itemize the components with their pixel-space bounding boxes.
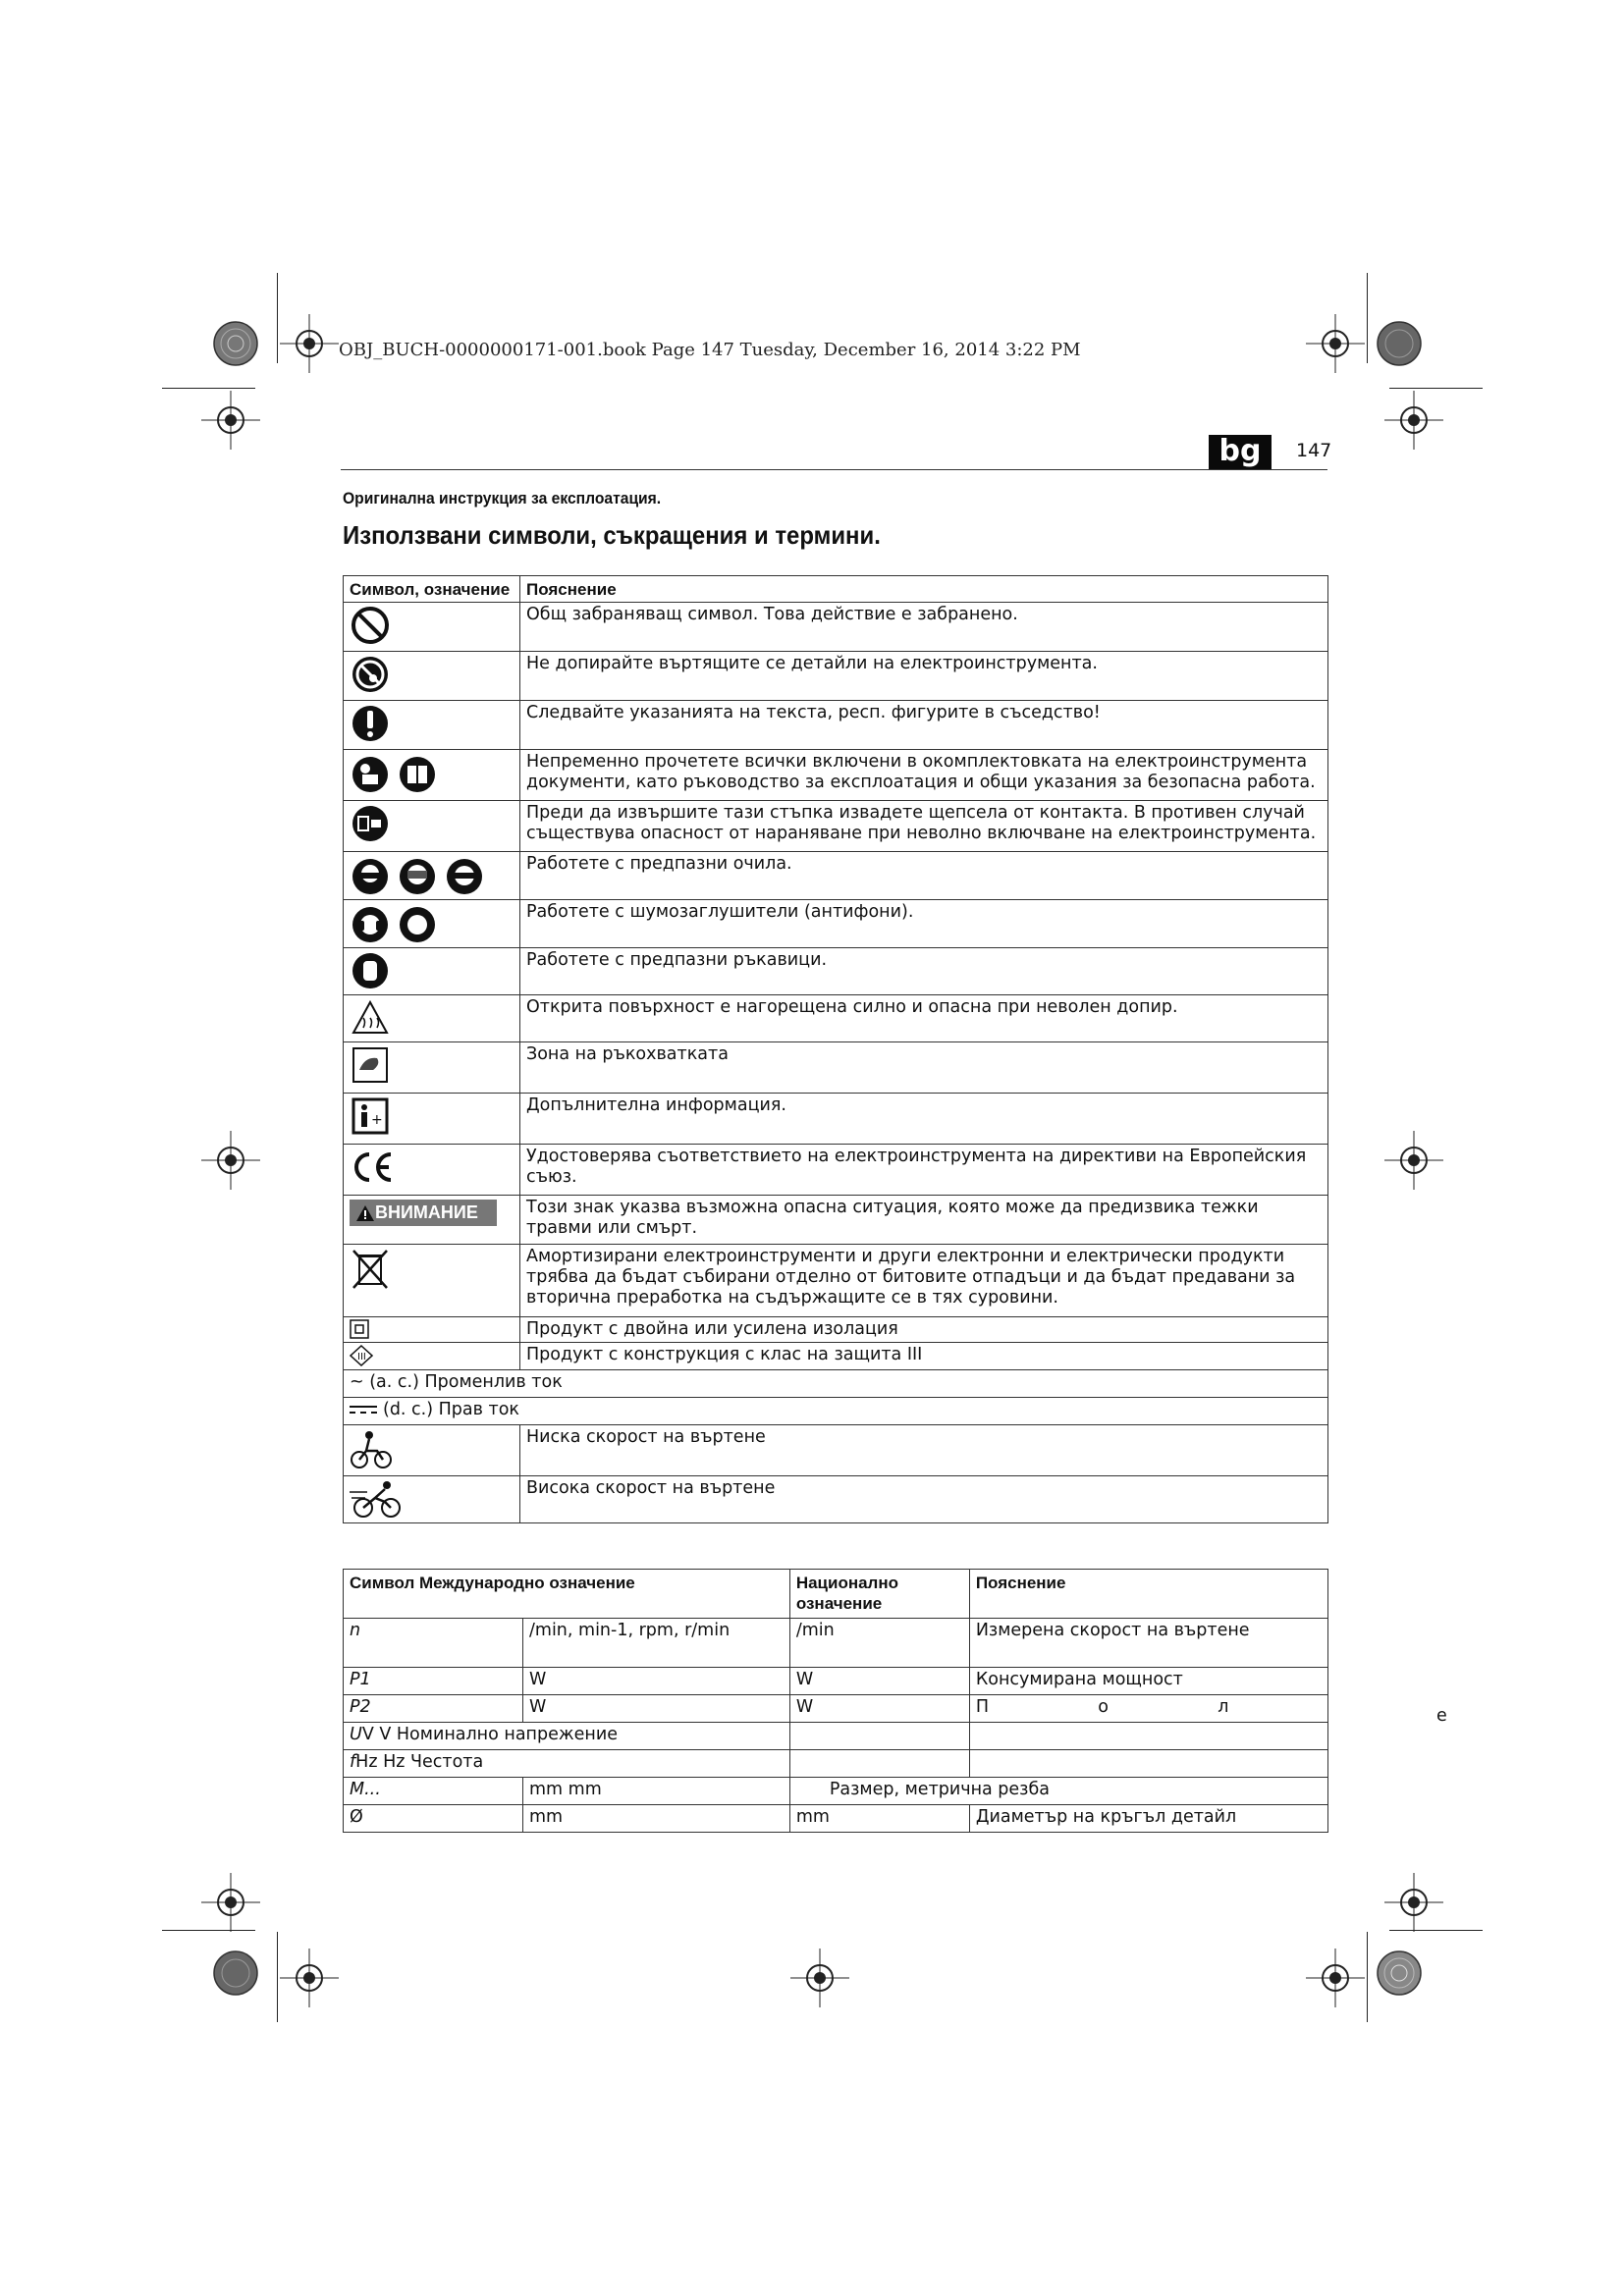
row-text: Допълнителна информация. (520, 1094, 1328, 1145)
table-row (344, 1196, 1328, 1245)
cell-explanation: П о л (969, 1695, 1327, 1723)
fast-bicycle-icon (350, 1478, 514, 1520)
dc-symbol-icon (350, 1404, 377, 1415)
row-text: Този знак указва възможна опасна ситуация, която може да предизвика тежки травми или смърт. (520, 1196, 1328, 1245)
svg-text:+: + (371, 1112, 383, 1128)
symbols-table (343, 575, 1328, 1523)
double-insulation-icon (350, 1319, 514, 1339)
row-text: Работете с шумозаглушители (антифони). (520, 900, 1328, 948)
warning-label-text: ВНИМАНИЕ (375, 1202, 478, 1222)
unplug-icon (350, 803, 514, 844)
table-row (344, 1619, 1328, 1668)
crosshair-bottom-center (790, 1949, 849, 2007)
table-row (344, 801, 1328, 852)
table-row (344, 1425, 1328, 1476)
cell-intl: mm mm (523, 1778, 790, 1805)
ce-mark-icon (350, 1147, 514, 1188)
table-row (344, 900, 1328, 948)
header-rule (341, 469, 1327, 470)
crosshair-left-1 (201, 391, 260, 450)
exclamation-icon (350, 703, 514, 744)
table-row (344, 1042, 1328, 1094)
col-header-symbol-intl: Символ Международно означение (344, 1570, 790, 1619)
table-row (344, 1750, 1328, 1778)
crosshair-right-low (1384, 1873, 1443, 1932)
cell-national: W (789, 1668, 969, 1695)
cell-merged (344, 1723, 790, 1750)
table-row (344, 1398, 1328, 1425)
row-text: Следвайте указанията на текста, респ. фигурите в съседство! (520, 701, 1328, 750)
cell-symbol: f (350, 1752, 356, 1772)
row-text: Ниска скорост на въртене (520, 1425, 1328, 1476)
table-row (344, 1778, 1328, 1805)
cell-merged-text: Hz Hz Честота (355, 1752, 484, 1772)
weee-bin-icon (350, 1247, 514, 1292)
running-header: OBJ_BUCH-0000000171-001.book Page 147 Tuesday, December 16, 2014 3:22 PM (339, 340, 1081, 360)
row-text: Продукт с двойна или усилена изолация (520, 1317, 1328, 1343)
cell-national: /min (789, 1619, 969, 1668)
no-touch-rotating-icon (350, 654, 514, 695)
cell-symbol: n (344, 1619, 523, 1668)
col-header-explanation: Пояснение (520, 576, 1328, 603)
cell-merged-text: V V Номинално напрежение (361, 1725, 618, 1744)
registration-mark-bottom-left (211, 1949, 260, 1998)
row-text: Висока скорост на въртене (520, 1476, 1328, 1523)
prohibition-icon (350, 605, 514, 646)
gloves-icon (350, 950, 514, 991)
crop-line (1367, 273, 1368, 363)
row-text: Открита повърхност е нагорещена силно и опасна при неволен допир. (520, 995, 1328, 1042)
row-text: Продукт с конструкция с клас на защита III (520, 1343, 1328, 1370)
row-text: Работете с предпазни ръкавици. (520, 948, 1328, 995)
table-row (344, 852, 1328, 900)
cell-merged (344, 1750, 790, 1778)
ac-text: ~ (a. c.) Променлив ток (350, 1372, 563, 1392)
slow-bicycle-icon (350, 1427, 514, 1470)
table-row (344, 1317, 1328, 1343)
goggles-helmet-icon (444, 856, 485, 897)
page-number: 147 (1296, 440, 1332, 461)
table-row (344, 1695, 1328, 1723)
crosshair-left-low (201, 1873, 260, 1932)
crosshair-top-1 (280, 314, 339, 373)
row-text: Зона на ръкохватката (520, 1042, 1328, 1094)
row-text: Удостоверява съответствието на електроинструмента на директиви на Европейския съюз. (520, 1145, 1328, 1196)
table-row (344, 1723, 1328, 1750)
table-row (344, 995, 1328, 1042)
crosshair-right-mid (1384, 1131, 1443, 1190)
table-row (344, 1145, 1328, 1196)
cell-intl: W (523, 1668, 790, 1695)
hot-surface-icon (350, 997, 514, 1039)
grip-zone-icon (350, 1044, 514, 1086)
table-row (344, 1668, 1328, 1695)
table-row (344, 652, 1328, 701)
table-row (344, 750, 1328, 801)
row-text: Преди да извършите тази стъпка извадете щепсела от контакта. В противен случай съществува опасност от нараняване при неволно включване на електроинструмента. (520, 801, 1328, 852)
table-row (344, 948, 1328, 995)
crop-line (277, 273, 278, 363)
crop-line (162, 1930, 255, 1931)
row-text: Непременно прочетете всички включени в окомплектовката на електроинструмента документи, като ръководство за експлоатация и общи указания за безопасна работа. (520, 750, 1328, 801)
col-header-symbol: Символ, означение (344, 576, 520, 603)
crop-line (162, 388, 255, 389)
crosshair-bottom-2 (1306, 1949, 1365, 2007)
row-text: Амортизирани електроинструменти и други електронни и електрически продукти трябва да бъдат събирани отделно от битовите отпадъци и да бъдат предавани за вторична преработка на съдържащите се в тях суровини. (520, 1245, 1328, 1317)
cell-merged-explanation (789, 1778, 1327, 1805)
info-icon (350, 1095, 514, 1137)
col-header-explanation: Пояснение (969, 1570, 1327, 1619)
table-row (344, 1094, 1328, 1145)
cell-symbol: U (350, 1725, 362, 1744)
cell-intl: /min, min-1, rpm, r/min (523, 1619, 790, 1668)
crop-line (1367, 1932, 1368, 2022)
protection-class-3-icon (350, 1345, 514, 1366)
table-row (344, 1805, 1328, 1833)
registration-mark-bottom-right (1375, 1949, 1424, 1998)
dc-text: (d. c.) Прав ток (383, 1400, 519, 1419)
cell-symbol: Ø (344, 1805, 523, 1833)
row-text: Работете с предпазни очила. (520, 852, 1328, 900)
safety-goggles-icon (350, 856, 391, 897)
cell-national: W (789, 1695, 969, 1723)
stray-character: е (1436, 1706, 1447, 1726)
table-row (344, 1343, 1328, 1370)
cell-explanation: Размер, метрична резба (829, 1780, 1051, 1799)
page-title: Използвани символи, съкращения и термини. (343, 520, 881, 550)
cell-explanation: Диаметър на кръгъл детайл (969, 1805, 1327, 1833)
crop-line (1389, 388, 1483, 389)
svg-text:III: III (357, 1352, 366, 1362)
subtitle: Оригинална инструкция за експлоатация. (343, 489, 662, 507)
col-header-national: Национално означение (789, 1570, 969, 1619)
crosshair-right-1 (1384, 391, 1443, 450)
cell-intl: W (523, 1695, 790, 1723)
table-row (344, 701, 1328, 750)
cell-symbol: P2 (344, 1695, 523, 1723)
face-shield-icon (397, 856, 438, 897)
crosshair-top-2 (1306, 314, 1365, 373)
table-row (344, 1245, 1328, 1317)
cell-explanation: Измерена скорост на въртене (969, 1619, 1327, 1668)
crosshair-bottom-1 (280, 1949, 339, 2007)
row-text: Не допирайте въртящите се детайли на електроинструмента. (520, 652, 1328, 701)
table-row (344, 1476, 1328, 1523)
language-tab: bg (1209, 435, 1272, 470)
cell-symbol: M... (344, 1778, 523, 1805)
crop-line (277, 1932, 278, 2022)
units-table (343, 1569, 1328, 1833)
cell-symbol: P1 (344, 1668, 523, 1695)
crop-line (1389, 1930, 1483, 1931)
warning-label-icon (350, 1200, 497, 1226)
table-row (344, 1370, 1328, 1398)
earmuffs-icon (397, 904, 438, 945)
table-row (344, 603, 1328, 652)
crosshair-left-mid (201, 1131, 260, 1190)
manual-book-icon (397, 754, 438, 795)
cell-national: mm (789, 1805, 969, 1833)
read-manual-icon (350, 754, 391, 795)
cell-explanation: Консумирана мощност (969, 1668, 1327, 1695)
row-text: Общ забраняващ символ. Това действие е забранено. (520, 603, 1328, 652)
registration-mark-top-right (1375, 319, 1424, 368)
ear-protection-icon (350, 904, 391, 945)
cell-intl: mm (523, 1805, 790, 1833)
registration-mark-top-left (211, 319, 260, 368)
